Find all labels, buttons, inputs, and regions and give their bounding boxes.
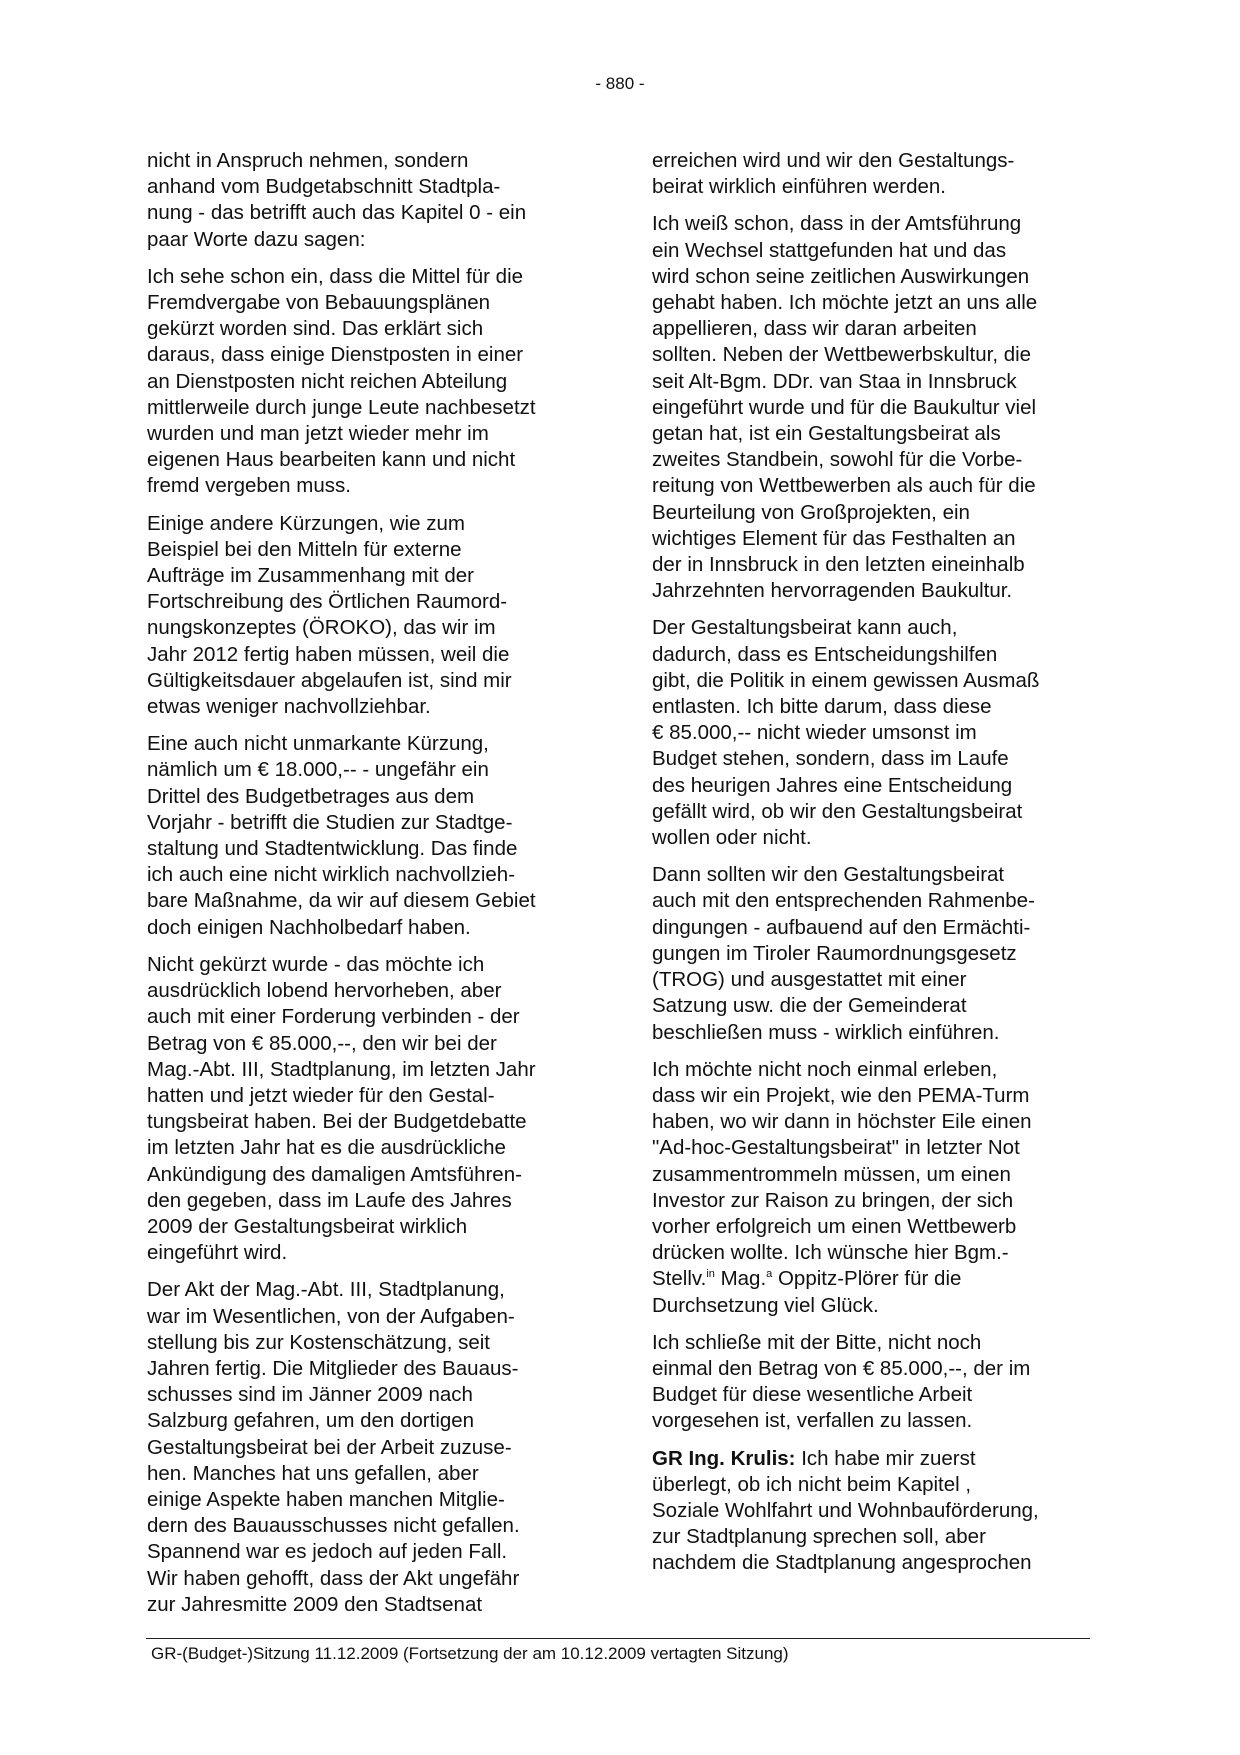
paragraph: erreichen wird und wir den Gestaltungs- beirat wirklich einführen werden. bbox=[652, 149, 1015, 199]
paragraph-text: Ich möchte nicht noch einmal erleben, dass wir ein Projekt, wie den PEMA-Turm haben, wo wir dann in höchster Eile einen "Ad-hoc-Gestaltungsbeirat" in letzter Not zusammentrommeln müssen, um einen Investor zur Raison zu bringen, der sich vorher erfolgreich um einen Wettbewerb drücken wollte. Ich wünsche hier Bgm.- Stellv. bbox=[652, 1057, 1032, 1291]
paragraph-text: Mag. bbox=[714, 1267, 767, 1291]
right-column bbox=[652, 148, 1097, 1588]
paragraph: Ich weiß schon, dass in der Amtsführung ein Wechsel stattgefunden hat und das wird schon seine zeitlichen Auswirkungen gehabt haben. Ich möchte jetzt an uns alle appellieren, dass wir daran arbeiten sollten. Neben der Wettbewerbskultur, die seit Alt-Bgm. DDr. van Staa in Innsbruck eingeführt wurde und für die Baukultur viel getan hat, ist ein Gestaltungsbeirat als zweites Standbein, sowohl für die Vorbe- reitung von Wettbewerben als auch für die Beurteilung von Großprojekten, ein wichtiges Element für das Festhalten an der in Innsbruck in den letzten eineinhalb Jahrzehnten hervorragenden Baukultur. bbox=[652, 212, 1038, 603]
paragraph: Nicht gekürzt wurde - das möchte ich ausdrücklich lobend hervorheben, aber auch mit einer Forderung verbinden - der Betrag von € 85.000,--, den wir bei der Mag.-Abt. III, Stadtplanung, im letzten Jahr hatten und jetzt wieder für den Gestal- tungsbeirat haben. Bei der Budgetdebatte im letzten Jahr hat es die ausdrückliche Ankündigung des damaligen Amtsführen- den gegeben, dass im Laufe des Jahres 2009 der Gestaltungsbeirat wirklich eingeführt wird. bbox=[147, 952, 536, 1265]
paragraph: Ich sehe schon ein, dass die Mittel für die Fremdvergabe von Bebauungsplänen gekürzt worden sind. Das erklärt sich daraus, dass einige Dienstposten in einer an Dienstposten nicht reichen Abteilung mittlerweile durch junge Leute nachbesetzt wurden und man jetzt wieder mehr im eigenen Haus bearbeiten kann und nicht fremd vergeben muss. bbox=[147, 264, 536, 498]
footer: GR-(Budget-)Sitzung 11.12.2009 (Fortsetzung der am 10.12.2009 vertagten Sitzung) bbox=[151, 1644, 789, 1663]
paragraph-text: Ich habe mir zuerst überlegt, ob ich nicht beim Kapitel , Soziale Wohlfahrt und Wohnbauförderung, zur Stadtplanung sprechen soll, aber nachdem die Stadtplanung angesprochen bbox=[652, 1446, 1039, 1575]
paragraph: Der Gestaltungsbeirat kann auch, dadurch, dass es Entscheidungshilfen gibt, die Politik in einem gewissen Ausmaß entlasten. Ich bitte darum, dass diese € 85.000,-- nicht wieder umsonst im Budget stehen, sondern, dass im Laufe des heurigen Jahres eine Entscheidung gefällt wird, ob wir den Gestaltungsbeirat wollen oder nicht. bbox=[652, 616, 1040, 850]
paragraph: Ich schließe mit der Bitte, nicht noch einmal den Betrag von € 85.000,--, der im Budget für diese wesentliche Arbeit vorgesehen ist, verfallen zu lassen. bbox=[652, 1330, 1031, 1433]
paragraph: Eine auch nicht unmarkante Kürzung, nämlich um € 18.000,-- - ungefähr ein Drittel des Budgetbetrages aus dem Vorjahr - betrifft die Studien zur Stadtge- staltung und Stadtentwicklung. Das finde ich auch eine nicht wirklich nachvollzieh- bare Maßnahme, da wir auf diesem Gebiet doch einigen Nachholbedarf haben. bbox=[147, 732, 536, 939]
footer-divider bbox=[146, 1638, 1090, 1639]
paragraph: Der Akt der Mag.-Abt. III, Stadtplanung, war im Wesentlichen, von der Aufgaben- stellung bis zur Kostenschätzung, seit Jahren fertig. Die Mitglieder des Bauaus- schusses sind im Jänner 2009 nach Salzburg gefahren, um den dortigen Gestaltungsbeirat bei der Arbeit zuzuse- hen. Manches hat uns gefallen, aber einige Aspekte haben manchen Mitglie- dern des Bauausschusses nicht gefallen. Spannend war es jedoch auf jeden Fall. Wir haben gehofft, dass der Akt ungefähr zur Jahresmitte 2009 den Stadtsenat bbox=[147, 1278, 520, 1616]
paragraph bbox=[652, 1446, 1097, 1577]
superscript: in bbox=[706, 1268, 715, 1281]
page-number: - 880 - bbox=[595, 74, 645, 93]
paragraph: Dann sollten wir den Gestaltungsbeirat auch mit den entsprechenden Rahmenbe- dingungen - aufbauend auf den Ermächti- gungen im Tiroler Raumordnungsgesetz (TROG) und ausgestattet mit einer Satzung usw. die der Gemeinderat beschließen muss - wirklich einführen. bbox=[652, 863, 1035, 1044]
paragraph bbox=[652, 1057, 1097, 1319]
paragraph-text: Oppitz-Plörer für die Durchsetzung viel Glück. bbox=[652, 1267, 962, 1317]
paragraph: nicht in Anspruch nehmen, sondern anhand vom Budgetabschnitt Stadtpla- nung - das betrifft auch das Kapitel 0 - ein paar Worte dazu sagen: bbox=[147, 149, 527, 251]
paragraph: Einige andere Kürzungen, wie zum Beispiel bei den Mitteln für externe Aufträge im Zusammenhang mit der Fortschreibung des Örtlichen Raumord- nungskonzeptes (ÖROKO), das wir im Jahr 2012 fertig haben müssen, weil die Gültigkeitsdauer abgelaufen ist, sind mir etwas weniger nachvollziehbar. bbox=[147, 511, 512, 719]
speaker-name: GR Ing. Krulis: bbox=[652, 1446, 796, 1470]
left-column bbox=[147, 148, 587, 1629]
superscript: a bbox=[766, 1268, 773, 1281]
